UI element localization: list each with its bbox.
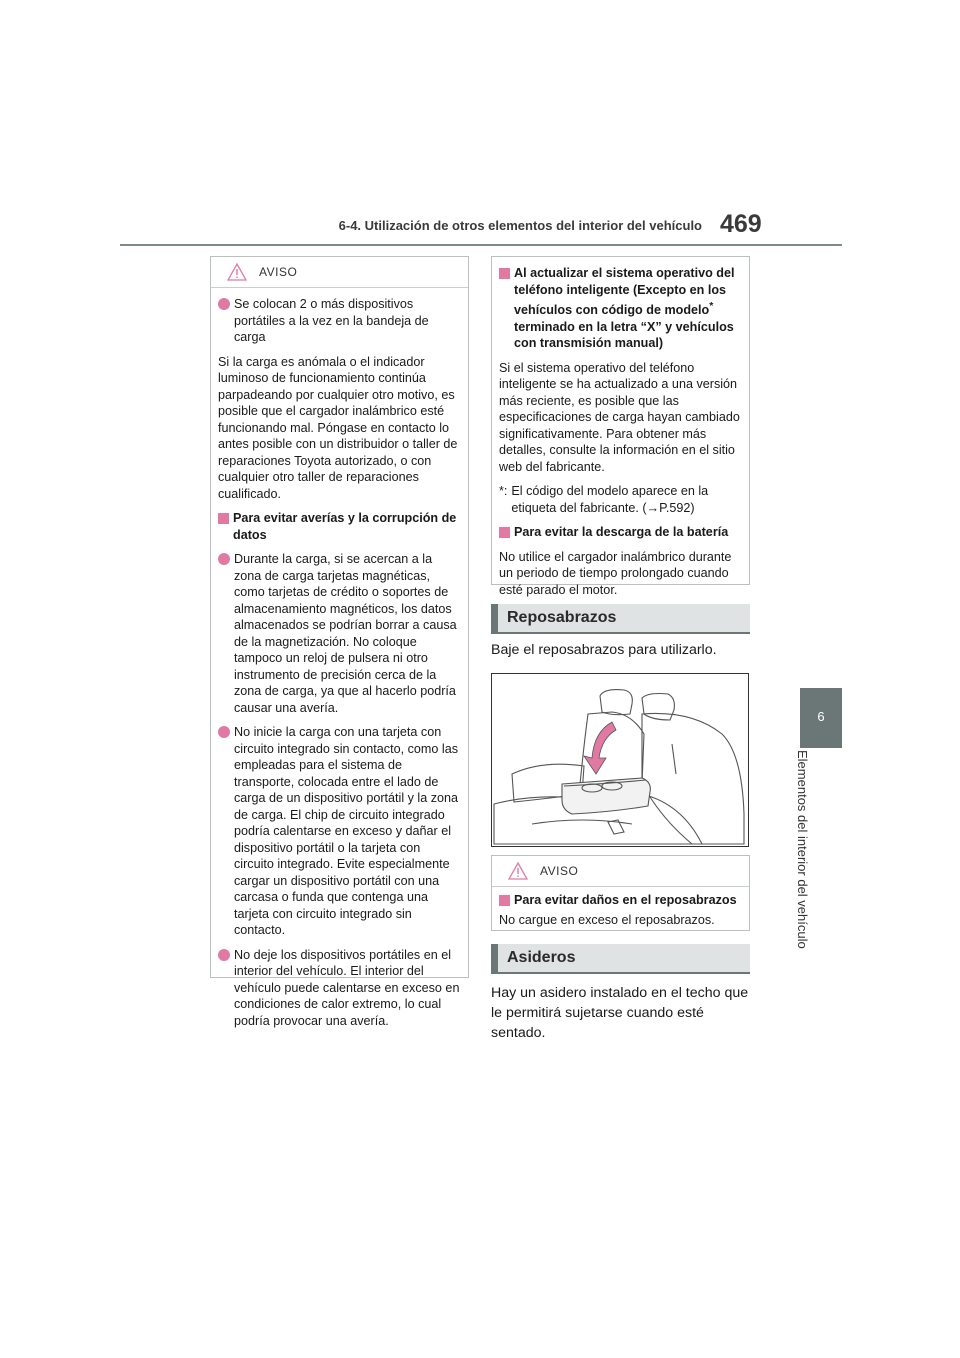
subheading-part: Al actualizar el sistema operativo del teléfono inteligente (Excepto en los vehículos con código de modelo	[514, 266, 735, 318]
section-title: 6-4. Utilización de otros elementos del interior del vehículo	[338, 218, 702, 233]
square-marker-icon	[499, 895, 510, 906]
warning-triangle-icon	[508, 862, 528, 880]
subheading-text: Para evitar daños en el reposabrazos	[514, 893, 737, 907]
page-number: 469	[720, 210, 762, 238]
warning-box-body	[211, 288, 468, 1045]
armrest-illustration	[491, 673, 749, 847]
warning-triangle-icon	[227, 263, 247, 281]
bullet-text: No inicie la carga con una tarjeta con circuito integrado sin contacto, como las empleadas para el sistema de transporte, colocada entre el lado de carga de un dispositivo portátil y la zona de carga. El chip de circuito integrado podría calentarse en exceso y dañar el dispositivo portátil o la tarjeta con circuito integrado. Evite especialmente cargar un dispositivo portátil con una carcasa o funda que contenga una tarjeta con circuito integrado sin contacto.	[234, 725, 459, 937]
paragraph: Si la carga es anómala o el indicador luminoso de funcionamiento continúa parpadeando por cualquier otro motivo, es posible que el cargador inalámbrico esté funcionando mal. Póngase en contacto lo antes posible con un distribuidor o taller de reparaciones Toyota autorizado, o con cualquier otro taller de reparaciones cualificado.	[218, 354, 458, 501]
chapter-tab[interactable]: 6	[800, 688, 842, 748]
warning-box-header	[492, 856, 749, 887]
footnote	[499, 483, 741, 516]
bullet-text: Se colocan 2 o más dispositivos portátiles a la vez en la bandeja de carga	[234, 297, 429, 344]
paragraph: No cargue en exceso el reposabrazos.	[499, 912, 715, 927]
bullet-text: Durante la carga, si se acercan a la zona de carga tarjetas magnéticas, como tarjetas de crédito o soportes de almacenamiento magnéticos, los datos almacenados se podrían borrar a causa de la magnetización. No coloque tampoco un reloj de pulsera ni otro instrumento de precisión cerca de la zona de carga, ya que al hacerlo podría causar una avería.	[234, 552, 457, 715]
subheading	[218, 510, 460, 543]
square-marker-icon	[499, 527, 510, 538]
subheading	[499, 892, 741, 909]
list-item	[218, 724, 460, 939]
section-heading-armrest: Reposabrazos	[491, 604, 750, 634]
paragraph: Si el sistema operativo del teléfono inteligente se ha actualizado a una versión más reciente, es posible que las especificaciones de carga hayan cambiado significativamente. Para obtener más detalles, consulte la información en el sitio web del fabricante.	[499, 360, 740, 474]
square-marker-icon	[499, 268, 510, 279]
grips-text: Hay un asidero instalado en el techo que le permitirá sujetarse cuando esté sentado.	[491, 985, 749, 1041]
list-item	[218, 551, 460, 716]
subheading-text	[514, 265, 741, 352]
bullet-text: No deje los dispositivos portátiles en el interior del vehículo. El interior del vehículo puede calentarse en exceso en condiciones de calor extremo, lo cual podría provocar una avería.	[234, 947, 460, 1028]
warning-box-body	[492, 887, 749, 944]
info-box-body	[492, 257, 749, 614]
section-heading-grips: Asideros	[491, 944, 750, 974]
rear-seat-armrest-drawing	[492, 674, 748, 846]
armrest-text: Baje el reposabrazos para utilizarlo.	[491, 642, 717, 658]
warning-label: AVISO	[540, 863, 579, 878]
header-divider	[120, 244, 842, 246]
down-arrow-icon	[584, 722, 616, 774]
asterisk-mark: *	[709, 300, 714, 312]
subheading	[499, 524, 741, 541]
info-box	[491, 256, 750, 597]
warning-label: AVISO	[259, 264, 298, 279]
bullet-dot-icon	[218, 726, 230, 738]
warning-box-header	[211, 257, 468, 288]
chapter-label: Elementos del interior del vehículo	[795, 750, 810, 949]
list-item	[218, 296, 460, 346]
subheading-text: Para evitar averías y la corrupción de datos	[233, 511, 457, 542]
footnote-text[interactable]: El código del modelo aparece en la etiqueta del fabricante. (→P.592)	[511, 484, 709, 515]
subheading	[499, 265, 741, 352]
footnote-mark: *:	[499, 484, 508, 499]
list-item	[218, 947, 460, 1030]
square-marker-icon	[218, 513, 229, 524]
warning-box	[210, 256, 469, 1028]
warning-box	[491, 855, 750, 931]
subheading-part: terminado en la letra “X” y vehículos con transmisión manual)	[514, 319, 734, 351]
bullet-dot-icon	[218, 298, 230, 310]
bullet-dot-icon	[218, 553, 230, 565]
paragraph: No utilice el cargador inalámbrico durante un periodo de tiempo prolongado cuando esté parado el motor.	[499, 549, 732, 597]
subheading-text: Para evitar la descarga de la batería	[514, 525, 729, 540]
bullet-dot-icon	[218, 949, 230, 961]
